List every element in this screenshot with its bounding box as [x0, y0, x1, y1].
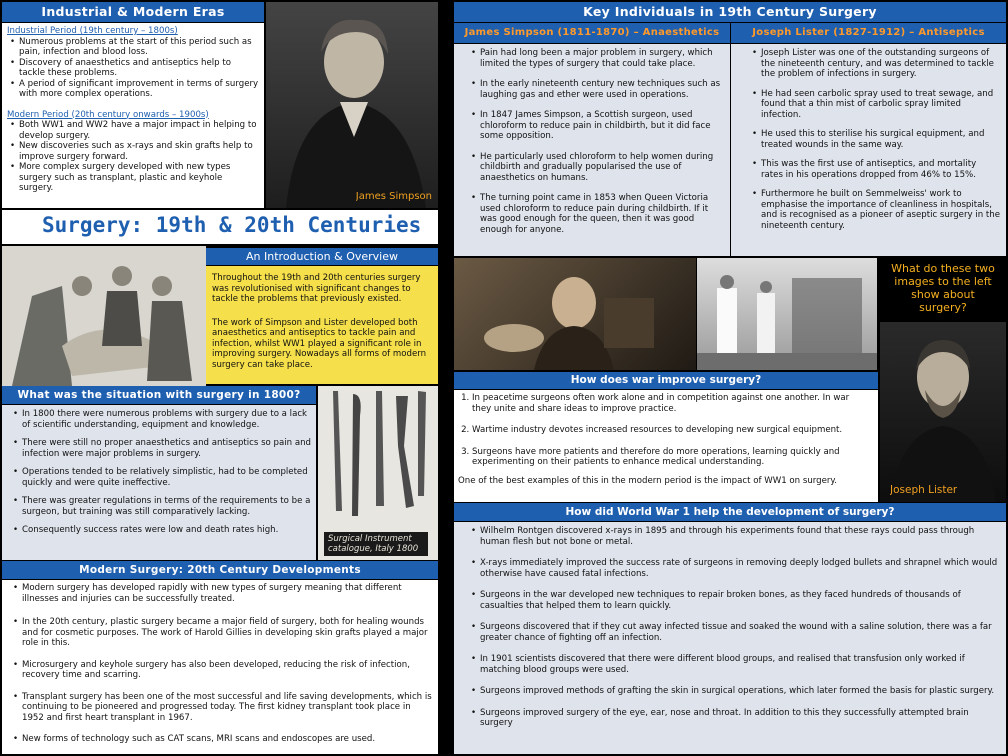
situation-header: What was the situation with surgery in 1800? [2, 386, 316, 404]
simpson-portrait-image [266, 2, 438, 208]
list-item: • In 1847 James Simpson, a Scottish surgeon, used chloroform to reduce pain in childbirth, but it did face some opposition. [480, 110, 722, 142]
list-item: • Joseph Lister was one of the outstanding surgeons of the nineteenth century, and was determined to tackle the problem of infections in surgery. [761, 48, 1000, 80]
list-item: • Furthermore he built on Semmelweiss' work to emphasise the importance of cleanliness in hospitals, and is recognised as a pioneer of aseptic surgery in the nineteenth century. [761, 189, 1000, 231]
list-item: • He used this to sterilise his surgical equipment, and treated wounds in the same way. [761, 129, 1000, 150]
situation-list [10, 409, 312, 536]
lister-photo-caption: Joseph Lister [890, 484, 958, 496]
simpson-header: James Simpson (1811-1870) – Anaesthetics [454, 23, 730, 43]
simpson-photo-caption: James Simpson [355, 191, 432, 202]
list-item: • There was greater regulations in terms of the requirements to be a surgeon, but training was still comparatively lacking. [22, 496, 312, 517]
list-item: • This was the first use of antiseptics, and mortality rates in his operations dropped from 46% to 15%. [761, 159, 1000, 180]
key-individuals-header: Key Individuals in 19th Century Surgery [454, 2, 1006, 22]
question-images: What do these two images to the left show about surgery? [891, 262, 995, 314]
war-list [456, 393, 870, 468]
list-item: • In the early nineteenth century new techniques such as laughing gas and ether were used in operations. [480, 79, 722, 100]
ww1-panel [454, 522, 1006, 754]
list-item: • The turning point came in 1853 when Queen Victoria used chloroform to reduce pain during childbirth. If it was good enough for the queen, then it was good enough for anyone. [480, 193, 722, 235]
list-item: • Transplant surgery has been one of the most successful and life saving developments, which is continuing to be pioneered and progressed today. The first kidney transplant took place in 1952 and first heart transplant in 1967. [22, 692, 434, 724]
simpson-photo [266, 2, 438, 208]
list-item: • New discoveries such as x-rays and skin grafts help to improve surgery forward. [19, 141, 259, 162]
chloroform-photo [454, 258, 696, 370]
list-item: • Both WW1 and WW2 have a major impact in helping to develop surgery. [19, 120, 259, 141]
modern-list [7, 120, 259, 194]
war-panel [454, 390, 878, 502]
modern-dev-panel [2, 580, 438, 754]
list-item: • He had seen carbolic spray used to treat sewage, and found that a thin mist of carbolic spray limited infection. [761, 89, 1000, 121]
list-item: 1. In peacetime surgeons often work alone and in competition against one another. In war they unite and share ideas to improve practice. [472, 393, 870, 414]
modern-dev-header: Modern Surgery: 20th Century Developments [2, 561, 438, 579]
list-item: • Numerous problems at the start of this period such as pain, infection and blood loss. [19, 37, 259, 58]
list-item: • In 1901 scientists discovered that there were different blood groups, and realised that transfusion only worked if matching blood groups were used. [480, 654, 998, 675]
list-item: • More complex surgery developed with new types surgery such as transplant, plastic and keyhole surgery. [19, 162, 259, 194]
modern-dev-list [10, 583, 434, 745]
list-item: 2. Wartime industry devotes increased resources to developing new surgical equipment. [472, 425, 870, 436]
list-item: • Surgeons improved surgery of the eye, ear, nose and throat. In addition to this they successfully attempted brain surgery [480, 708, 998, 729]
industrial-list [7, 37, 259, 100]
list-item: • Microsurgery and keyhole surgery has also been developed, reducing the risk of infection, recovery time and scarring. [22, 660, 434, 681]
list-item: • There were still no proper anaesthetics and antiseptics so pain and infection were major problems in surgery. [22, 438, 312, 459]
anaesthetic-scene-image [454, 258, 696, 370]
list-item: • Pain had long been a major problem in surgery, which limited the types of surgery that could take place. [480, 48, 722, 69]
modern-heading: Modern Period (20th century onwards – 1900s) [7, 109, 209, 120]
simpson-list [468, 48, 722, 235]
intro-panel [206, 266, 438, 384]
lister-list [749, 48, 1000, 231]
list-item: • In the 20th century, plastic surgery became a major field of surgery, both for healing wounds and for cosmetic purposes. The work of Harold Gillies in developing skin grafts played a major role in this. [22, 617, 434, 649]
list-item: 3. Surgeons have more patients and therefore do more operations, learning quickly and experimenting on their patients to enhance medical understanding. [472, 447, 870, 468]
instrument-caption: Surgical Instrument catalogue, Italy 1800 [324, 532, 428, 556]
intro-header: An Introduction & Overview [206, 248, 438, 265]
ww1-list [468, 526, 998, 729]
lister-panel [731, 44, 1006, 256]
list-item: • Surgeons in the war developed new techniques to repair broken bones, as they faced hundreds of thousands of casualties that helped them to learn quickly. [480, 590, 998, 611]
war-note: One of the best examples of this in the modern period is the impact of WW1 on surgery. [458, 475, 838, 486]
list-item: • In 1800 there were numerous problems with surgery due to a lack of scientific understanding, equipment and knowledge. [22, 409, 312, 430]
list-item: • Surgeons discovered that if they cut away infected tissue and soaked the wound with a saline solution, there was a far greater chance of fighting off an infection. [480, 622, 998, 643]
list-item: • X-rays immediately improved the success rate of surgeons in removing deeply lodged bullets and shrapnel which would otherwise have caused fatal infections. [480, 558, 998, 579]
list-item: • New forms of technology such as CAT scans, MRI scans and endoscopes are used. [22, 734, 434, 745]
list-item: • He particularly used chloroform to help women during childbirth and gradually popularised the use of anaesthetics on humans. [480, 152, 722, 184]
list-item: • Discovery of anaesthetics and antiseptics help to tackle these problems. [19, 58, 259, 79]
intro-paragraph-2: The work of Simpson and Lister developed both anaesthetics and antiseptics to tackle pain and infection, whilst WW1 played a significant role in improving surgery. Nowadays all forms of modern surgery can take place. [212, 317, 427, 370]
list-item: • Consequently success rates were low and death rates high. [22, 525, 312, 536]
situation-panel [2, 405, 316, 560]
list-item: • Modern surgery has developed rapidly with new types of surgery meaning that different illnesses and injuries can be successfully treated. [22, 583, 434, 604]
industrial-heading: Industrial Period (19th century – 1800s) [7, 26, 178, 36]
instrument-image [318, 386, 438, 560]
title-banner [2, 210, 438, 244]
eras-header: Industrial & Modern Eras [2, 2, 264, 22]
intro-paragraph-1: Throughout the 19th and 20th centuries surgery was revolutionised with significant changes to tackle the problems that previously existed. [212, 273, 421, 304]
page-title: Surgery: 19th & 20th Centuries [42, 213, 422, 237]
operation-scene-image [2, 246, 206, 386]
list-item: • A period of significant improvement in terms of surgery with more complex operations. [19, 79, 259, 100]
lister-portrait-image [880, 322, 1006, 502]
ww1-header: How did World War 1 help the development of surgery? [454, 503, 1006, 521]
war-header: How does war improve surgery? [454, 372, 878, 389]
eras-panel [2, 23, 264, 208]
list-item: • Surgeons improved methods of grafting the skin in surgical operations, which later formed the basis for plastic surgery. [480, 686, 998, 697]
operation-painting [2, 246, 206, 386]
list-item: • Operations tended to be relatively simplistic, had to be completed quickly and were quite ineffective. [22, 467, 312, 488]
hospital-ward-image [697, 258, 877, 370]
lister-header: Joseph Lister (1827-1912) – Antiseptics [731, 23, 1006, 43]
hospital-photo [697, 258, 877, 370]
simpson-panel [454, 44, 730, 256]
surgical-instruments-image [318, 386, 438, 526]
list-item: • Wilhelm Rontgen discovered x-rays in 1895 and through his experiments found that these rays could pass through human flesh but not bone or metal. [480, 526, 998, 547]
lister-photo [880, 322, 1006, 502]
